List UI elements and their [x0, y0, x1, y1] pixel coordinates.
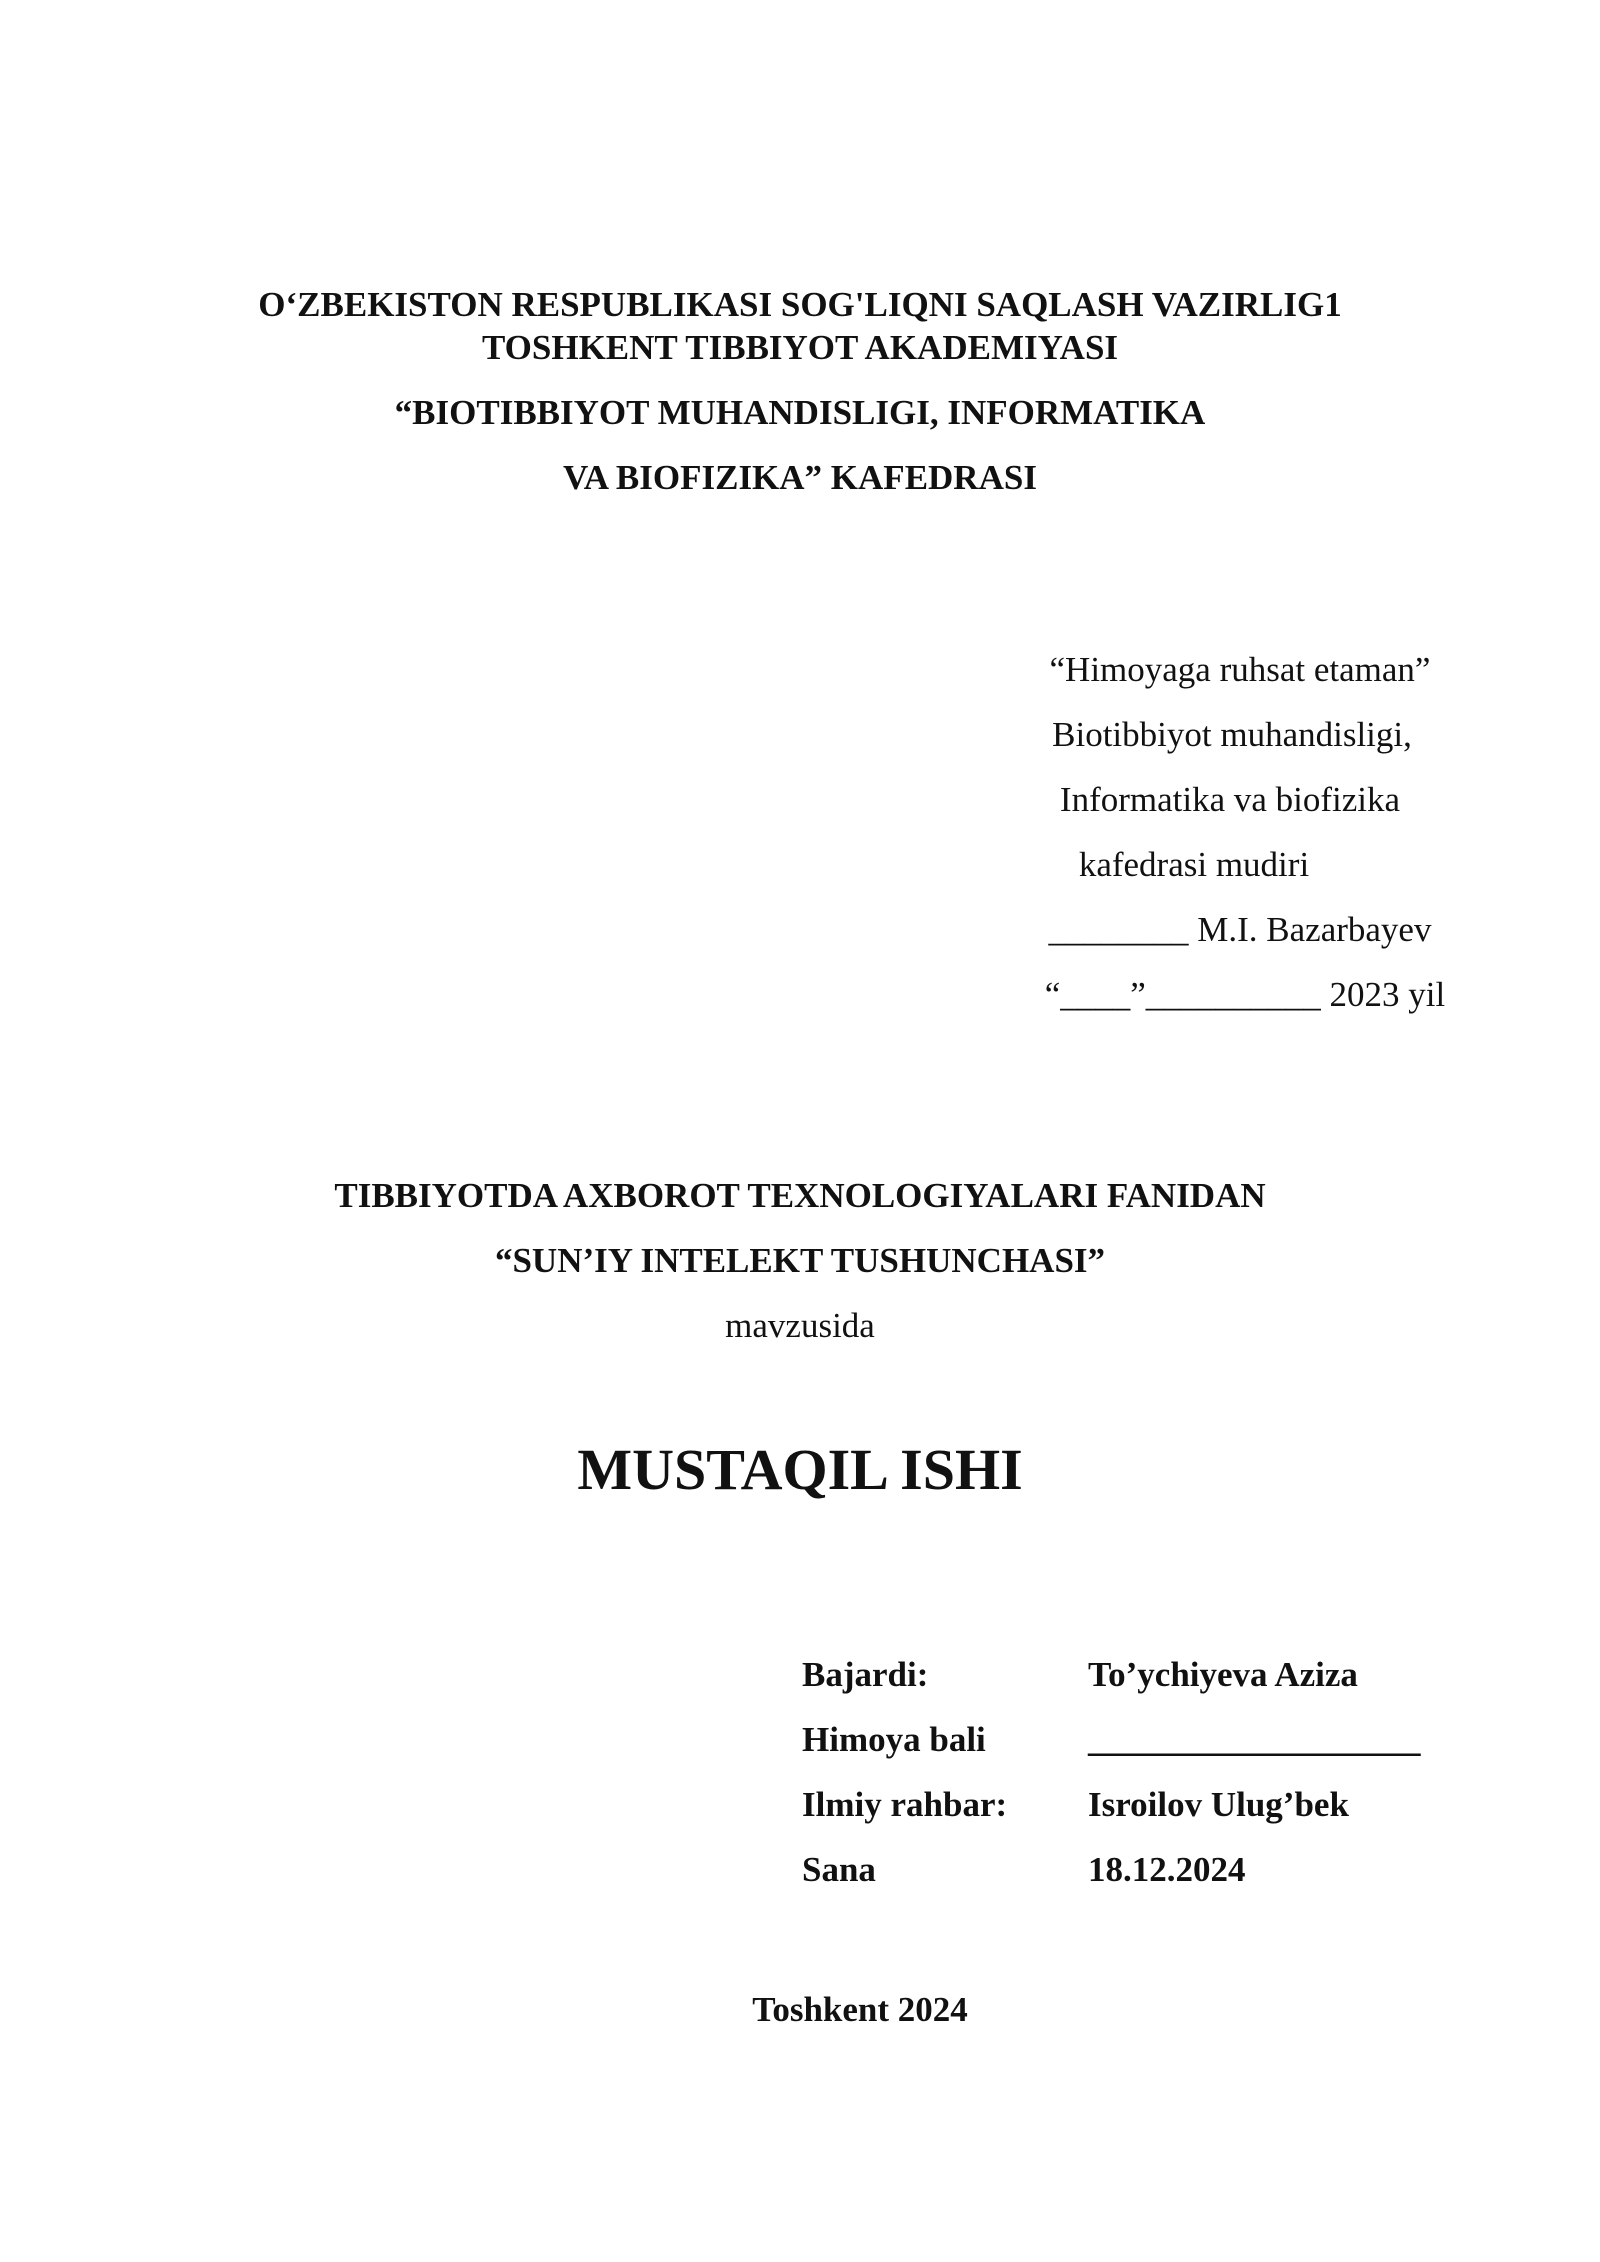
topic-title: “SUN’IY INTELEKT TUSHUNCHASI”	[494, 1241, 1106, 1280]
approval-signature: ________ M.I. Bazarbayev	[1048, 910, 1432, 949]
approval-position-line3: kafedrasi mudiri	[1078, 845, 1310, 884]
topic-suffix: mavzusida	[725, 1306, 875, 1345]
info-value: To’ychiyeva Aziza	[1088, 1655, 1358, 1694]
info-label: Ilmiy rahbar:	[802, 1785, 1008, 1824]
document-title: MUSTAQIL ISHI	[577, 1437, 1023, 1502]
ministry-name: O‘ZBEKISTON RESPUBLIKASI SOG'LIQNI SAQLASH VAZIRLIG1	[258, 285, 1342, 324]
info-value: ___________________	[1088, 1720, 1421, 1759]
place-and-year: Toshkent 2024	[752, 1990, 968, 2029]
academy-name: TOSHKENT TIBBIYOT AKADEMIYASI	[481, 328, 1119, 367]
approval-date: “____”__________ 2023 yil	[1044, 975, 1446, 1014]
approval-position-line2: Informatika va biofizika	[1059, 780, 1401, 819]
info-value: Isroilov Ulug’bek	[1088, 1785, 1349, 1824]
approval-heading: “Himoyaga ruhsat etaman”	[1049, 650, 1431, 689]
department-name-line2: VA BIOFIZIKA” KAFEDRASI	[563, 458, 1037, 497]
info-label: Sana	[802, 1850, 876, 1889]
department-name-line1: “BIOTIBBIYOT MUHANDISLIGI, INFORMATIKA	[394, 393, 1206, 432]
info-label: Bajardi:	[802, 1655, 929, 1694]
info-value: 18.12.2024	[1088, 1850, 1246, 1889]
approval-position-line1: Biotibbiyot muhandisligi,	[1052, 715, 1412, 754]
info-label: Himoya bali	[802, 1720, 986, 1759]
course-name: TIBBIYOTDA AXBOROT TEXNOLOGIYALARI FANIDAN	[334, 1176, 1266, 1215]
